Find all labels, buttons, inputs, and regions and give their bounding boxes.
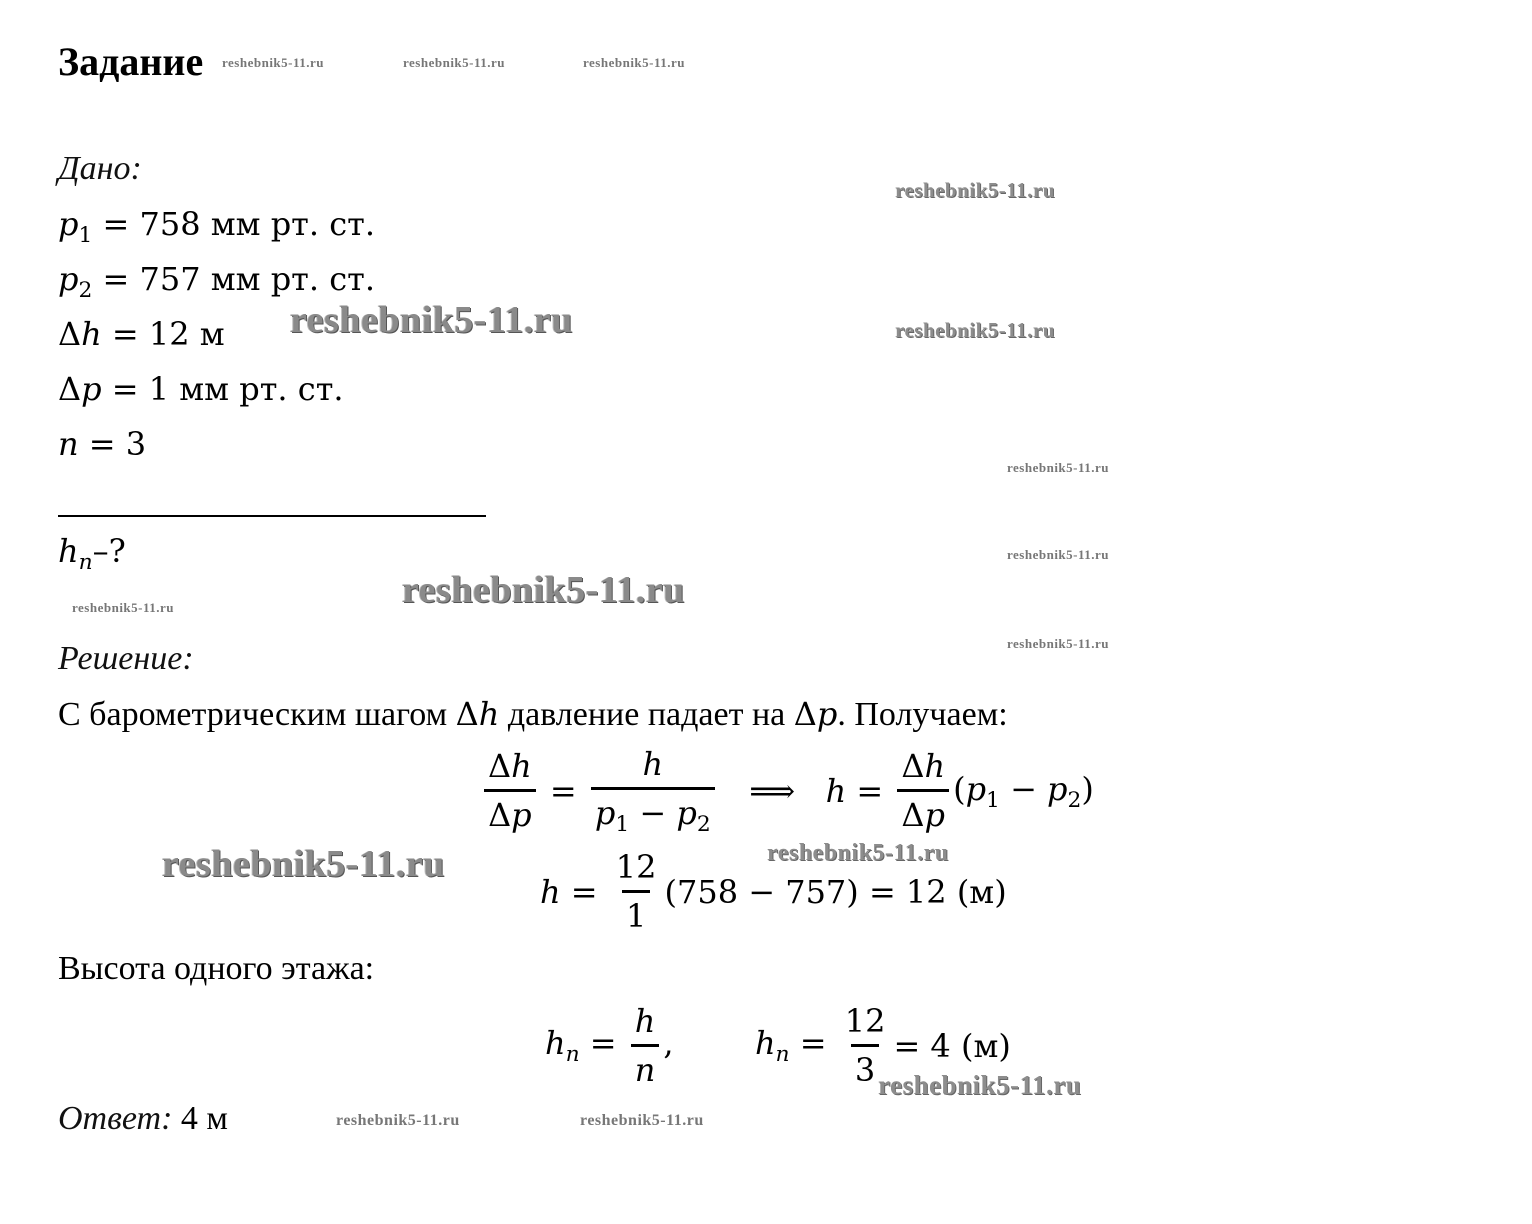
watermark: reshebnik5-11.ru <box>403 55 506 70</box>
watermark: reshebnik5-11.ru <box>583 55 686 70</box>
answer <box>58 1100 228 1138</box>
watermark: reshebnik5-11.ru <box>1007 460 1110 475</box>
watermark: reshebnik5-11.ru <box>895 178 1055 202</box>
answer-value: 4 м <box>180 1100 228 1137</box>
watermark: reshebnik5-11.ru <box>402 569 685 611</box>
page-title: Задание <box>58 39 204 84</box>
watermark: reshebnik5-11.ru <box>336 1112 460 1129</box>
watermark: reshebnik5-11.ru <box>162 843 445 885</box>
watermark: reshebnik5-11.ru <box>72 600 175 615</box>
formula-3: $h_n$ = $\frac{h}{n}$ , $h_n$ = $\frac{12}{3}$ = 4 (м) <box>545 1002 1011 1089</box>
given-p1: $p_1 = 758$ мм рт. ст. <box>58 205 376 248</box>
given-divider <box>58 515 486 517</box>
watermark: reshebnik5-11.ru <box>580 1112 704 1129</box>
formula-2: h = $\frac{12}{1}$ (758 − 757) = 12 (м) <box>540 848 1007 935</box>
solution-label: Решение: <box>58 640 194 677</box>
given-dh: Δh = 12 м <box>58 315 225 353</box>
answer-label: Ответ: <box>58 1100 173 1137</box>
solution-intro: С барометрическим шагом Δh давление падает на Δp. Получаем: <box>58 695 1008 733</box>
watermark: reshebnik5-11.ru <box>1007 547 1110 562</box>
formula-1: $\frac{\Delta h}{\Delta p}$ = $\frac{h}{p_1 - p_2}$ ⟹ h = $\frac{\Delta h}{\Delta p}$ $(p_1 - p_2)$ <box>480 745 1094 837</box>
watermark: reshebnik5-11.ru <box>878 1070 1082 1100</box>
watermark: reshebnik5-11.ru <box>1007 636 1110 651</box>
watermark: reshebnik5-11.ru <box>290 299 573 341</box>
watermark: reshebnik5-11.ru <box>767 840 949 866</box>
given-label: Дано: <box>58 150 142 187</box>
find-hn: $h_n-$? <box>58 532 126 575</box>
watermark: reshebnik5-11.ru <box>222 55 325 70</box>
floor-height-text: Высота одного этажа: <box>58 950 375 987</box>
watermark: reshebnik5-11.ru <box>895 318 1055 342</box>
given-dp: Δp = 1 мм рт. ст. <box>58 370 344 408</box>
given-n: n = 3 <box>58 425 147 463</box>
given-p2: $p_2 = 757$ мм рт. ст. <box>58 260 376 303</box>
